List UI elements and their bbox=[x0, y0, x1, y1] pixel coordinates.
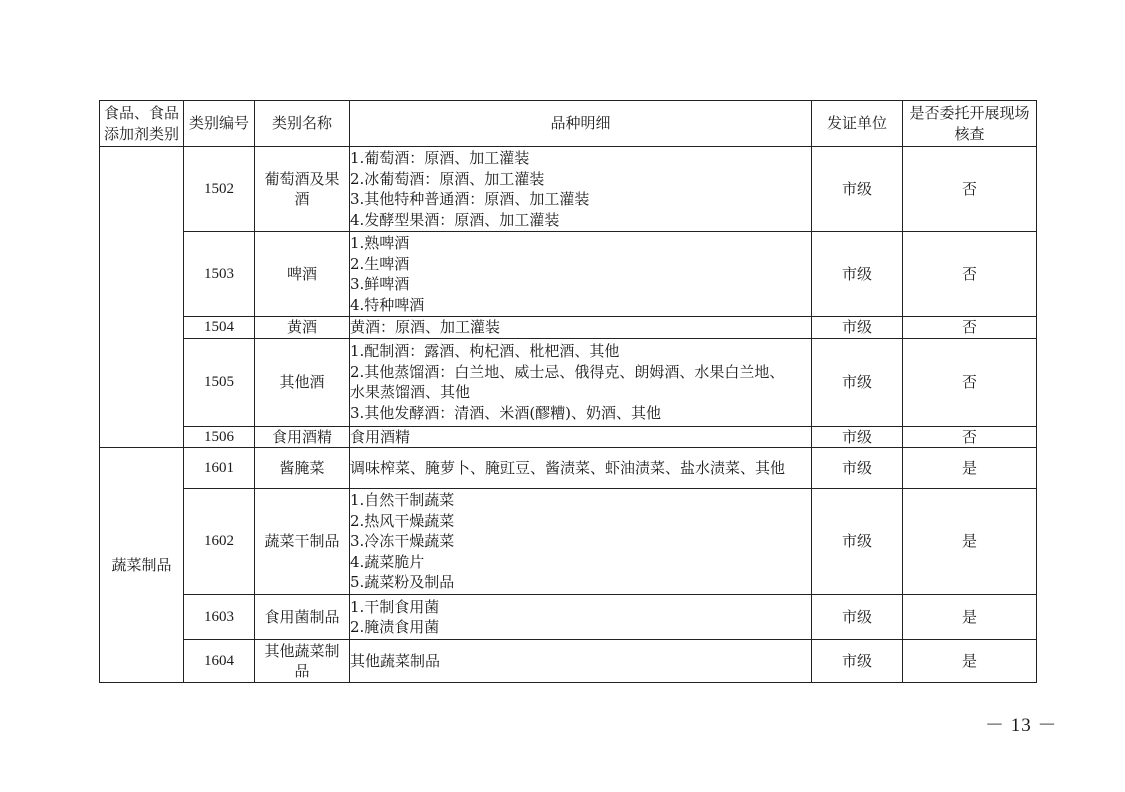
category-cell: 蔬菜制品 bbox=[100, 448, 184, 683]
issuing-unit: 市级 bbox=[812, 426, 903, 448]
variety-detail-line: 1.配制酒：露酒、枸杞酒、枇杷酒、其他 bbox=[350, 342, 620, 360]
onsite-inspection-flag: 否 bbox=[903, 147, 1037, 232]
category-name bbox=[255, 640, 350, 683]
category-code: 1502 bbox=[184, 147, 255, 232]
category-name-line: 品 bbox=[294, 662, 310, 680]
variety-detail-line: 4.发酵型果酒：原酒、加工灌装 bbox=[350, 210, 560, 229]
variety-detail-line: 4.蔬菜脆片 bbox=[350, 552, 425, 571]
onsite-inspection-flag: 是 bbox=[903, 489, 1037, 595]
variety-detail-line: 2.其他蒸馏酒：白兰地、威士忌、俄得克、朗姆酒、水果白兰地、 bbox=[350, 362, 785, 381]
category-code: 1601 bbox=[184, 448, 255, 489]
variety-detail-line: 2.冰葡萄酒：原酒、加工灌装 bbox=[350, 169, 545, 188]
category-name bbox=[255, 595, 350, 640]
variety-detail-line: 3.冷冻干燥蔬菜 bbox=[350, 532, 455, 551]
category-name-line: 其他蔬菜制 bbox=[264, 641, 340, 660]
category-name bbox=[255, 232, 350, 317]
variety-detail-line: 其他蔬菜制品 bbox=[350, 651, 441, 670]
variety-details bbox=[350, 489, 812, 595]
variety-detail-line: 3.其他发酵酒：清酒、米酒(醪糟)、奶酒、其他 bbox=[350, 403, 662, 422]
variety-details bbox=[350, 338, 812, 426]
variety-detail-line: 1.自然干制蔬菜 bbox=[350, 491, 455, 510]
category-code: 1503 bbox=[184, 232, 255, 317]
category-name-line: 黄酒 bbox=[286, 318, 317, 336]
table-row bbox=[100, 448, 1037, 489]
issuing-unit: 市级 bbox=[812, 147, 903, 232]
header-details: 品种明细 bbox=[350, 101, 812, 147]
variety-detail-line: 黄酒：原酒、加工灌装 bbox=[350, 318, 501, 336]
category-name-line: 蔬菜干制品 bbox=[264, 532, 340, 551]
variety-details bbox=[350, 317, 812, 339]
onsite-inspection-flag: 否 bbox=[903, 338, 1037, 426]
issuing-unit: 市级 bbox=[812, 640, 903, 683]
table-row bbox=[100, 338, 1037, 426]
category-code: 1603 bbox=[184, 595, 255, 640]
variety-details bbox=[350, 147, 812, 232]
variety-details bbox=[350, 640, 812, 683]
category-name bbox=[255, 489, 350, 595]
table-row bbox=[100, 640, 1037, 683]
category-name-line: 葡萄酒及果 bbox=[264, 169, 340, 188]
category-name bbox=[255, 448, 350, 489]
table-row bbox=[100, 232, 1037, 317]
header-onsite: 是否委托开展现场 核查 bbox=[903, 101, 1037, 147]
variety-detail-line: 水果蒸馏酒、其他 bbox=[350, 383, 471, 401]
variety-detail-line: 2.生啤酒 bbox=[350, 254, 410, 273]
table-row bbox=[100, 595, 1037, 640]
variety-details bbox=[350, 232, 812, 317]
issuing-unit: 市级 bbox=[812, 489, 903, 595]
variety-detail-line: 4.特种啤酒 bbox=[350, 295, 425, 314]
category-code: 1505 bbox=[184, 338, 255, 426]
table-row bbox=[100, 426, 1037, 448]
category-name bbox=[255, 317, 350, 339]
issuing-unit: 市级 bbox=[812, 595, 903, 640]
page-number: － 13 － bbox=[985, 715, 1058, 736]
category-code: 1504 bbox=[184, 317, 255, 339]
onsite-inspection-flag: 否 bbox=[903, 317, 1037, 339]
variety-detail-line: 1.葡萄酒：原酒、加工灌装 bbox=[350, 149, 530, 167]
variety-detail-line: 3.其他特种普通酒：原酒、加工灌装 bbox=[350, 190, 590, 208]
category-name-line: 啤酒 bbox=[286, 264, 317, 283]
onsite-inspection-flag: 否 bbox=[903, 232, 1037, 317]
table-header-row bbox=[100, 101, 1037, 147]
table-row bbox=[100, 317, 1037, 339]
category-name-line: 酱腌菜 bbox=[279, 458, 325, 477]
category-cell bbox=[100, 147, 184, 448]
category-name-line: 食用酒精 bbox=[271, 427, 332, 446]
variety-details bbox=[350, 595, 812, 640]
variety-detail-line: 2.腌渍食用菌 bbox=[350, 618, 440, 636]
table-row bbox=[100, 489, 1037, 595]
table-body bbox=[100, 147, 1037, 683]
onsite-inspection-flag: 是 bbox=[903, 595, 1037, 640]
onsite-inspection-flag: 否 bbox=[903, 426, 1037, 448]
category-name bbox=[255, 147, 350, 232]
variety-detail-line: 5.蔬菜粉及制品 bbox=[350, 573, 455, 592]
variety-detail-line: 1.熟啤酒 bbox=[350, 234, 410, 252]
category-name-line: 食用菌制品 bbox=[264, 607, 340, 626]
category-code: 1506 bbox=[184, 426, 255, 448]
category-code: 1604 bbox=[184, 640, 255, 683]
variety-detail-line: 调味榨菜、腌萝卜、腌豇豆、酱渍菜、虾油渍菜、盐水渍菜、其他 bbox=[350, 458, 786, 477]
onsite-inspection-flag: 是 bbox=[903, 640, 1037, 683]
table-row bbox=[100, 147, 1037, 232]
header-issuer: 发证单位 bbox=[812, 101, 903, 147]
category-name-line: 其他酒 bbox=[279, 372, 325, 391]
variety-detail-line: 1.干制食用菌 bbox=[350, 597, 440, 616]
header-code: 类别编号 bbox=[184, 101, 255, 147]
onsite-inspection-flag: 是 bbox=[903, 448, 1037, 489]
variety-detail-line: 3.鲜啤酒 bbox=[350, 275, 410, 293]
category-name-line: 酒 bbox=[294, 190, 310, 208]
variety-detail-line: 食用酒精 bbox=[350, 427, 411, 446]
category-name bbox=[255, 338, 350, 426]
food-category-table bbox=[99, 100, 1037, 683]
issuing-unit: 市级 bbox=[812, 448, 903, 489]
category-code: 1602 bbox=[184, 489, 255, 595]
header-name: 类别名称 bbox=[255, 101, 350, 147]
variety-details bbox=[350, 448, 812, 489]
variety-details bbox=[350, 426, 812, 448]
issuing-unit: 市级 bbox=[812, 317, 903, 339]
variety-detail-line: 2.热风干燥蔬菜 bbox=[350, 511, 455, 530]
header-category: 食品、食品 添加剂类别 bbox=[100, 101, 184, 147]
category-name bbox=[255, 426, 350, 448]
issuing-unit: 市级 bbox=[812, 338, 903, 426]
issuing-unit: 市级 bbox=[812, 232, 903, 317]
